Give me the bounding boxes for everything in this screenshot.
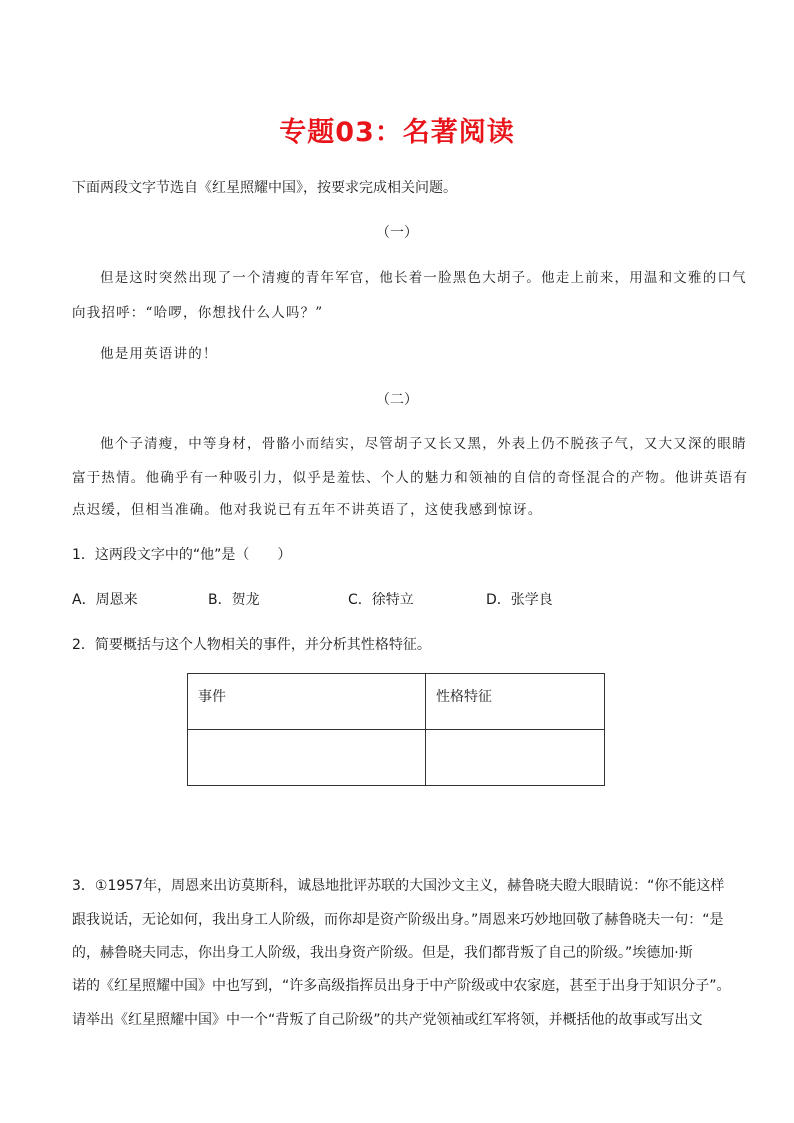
section-2-line-3: 点迟缓，但相当准确。他对我说已有五年不讲英语了，这使我感到惊讶。 <box>72 502 543 518</box>
section-1-label: （一） <box>376 225 418 241</box>
question-3-line-5: 请举出《红星照耀中国》中一个“背叛了自己阶级”的共产党领袖或红军将领，并概括他的故事或写出文 <box>72 1012 703 1028</box>
table-header-event: 事件 <box>188 674 426 730</box>
section-2-line-1: 他个子清瘦，中等身材，骨骼小而结实，尽管胡子又长又黑，外表上仍不脱孩子气，又大又深的眼睛 <box>100 436 747 452</box>
section-1-para-1-line-1: 但是这时突然出现了一个清瘦的青年军官，他长着一脸黑色大胡子。他走上前来，用温和文雅的口气 <box>100 270 747 286</box>
question-1-option-a: A．周恩来 <box>72 592 138 608</box>
question-1-option-c: C．徐特立 <box>348 592 414 608</box>
answer-table <box>187 673 605 786</box>
intro-text: 下面两段文字节选自《红星照耀中国》，按要求完成相关问题。 <box>72 180 457 196</box>
table-header-traits: 性格特征 <box>426 674 605 730</box>
section-1-para-1-line-2: 向我招呼：“哈啰，你想找什么人吗？” <box>72 305 324 321</box>
question-1-stem: 1．这两段文字中的“他”是（ ） <box>72 547 292 563</box>
question-3-line-1: 3．①1957年，周恩来出访莫斯科，诚恳地批评苏联的大国沙文主义，赫鲁晓夫瞪大眼睛说：“你不能这样 <box>72 878 725 894</box>
table-cell-traits-answer[interactable] <box>426 730 605 786</box>
question-1-option-b: B．贺龙 <box>208 592 260 608</box>
section-2-label: （二） <box>376 392 418 408</box>
question-2-stem: 2．简要概括与这个人物相关的事件，并分析其性格特征。 <box>72 637 431 653</box>
section-2-line-2: 富于热情。他确乎有一种吸引力，似乎是羞怯、个人的魅力和领袖的自信的奇怪混合的产物。他讲英语有 <box>72 470 749 486</box>
table-cell-event-answer[interactable] <box>188 730 426 786</box>
question-3-line-2: 跟我说话，无论如何，我出身工人阶级，而你却是资产阶级出身。”周恩来巧妙地回敬了赫鲁晓夫一句：“是 <box>72 912 724 928</box>
section-1-para-2: 他是用英语讲的！ <box>100 346 218 362</box>
question-3-line-4: 诺的《红星照耀中国》中也写到，“许多高级指挥员出身于中产阶级或中农家庭，甚至于出身于知识分子”。 <box>72 978 731 994</box>
question-1-option-d: D．张学良 <box>486 592 553 608</box>
page-title: 专题03：名著阅读 <box>279 117 515 148</box>
question-3-line-3: 的，赫鲁晓夫同志，你出身工人阶级，我出身资产阶级。但是，我们都背叛了自己的阶级。”埃德加·斯 <box>72 945 693 961</box>
